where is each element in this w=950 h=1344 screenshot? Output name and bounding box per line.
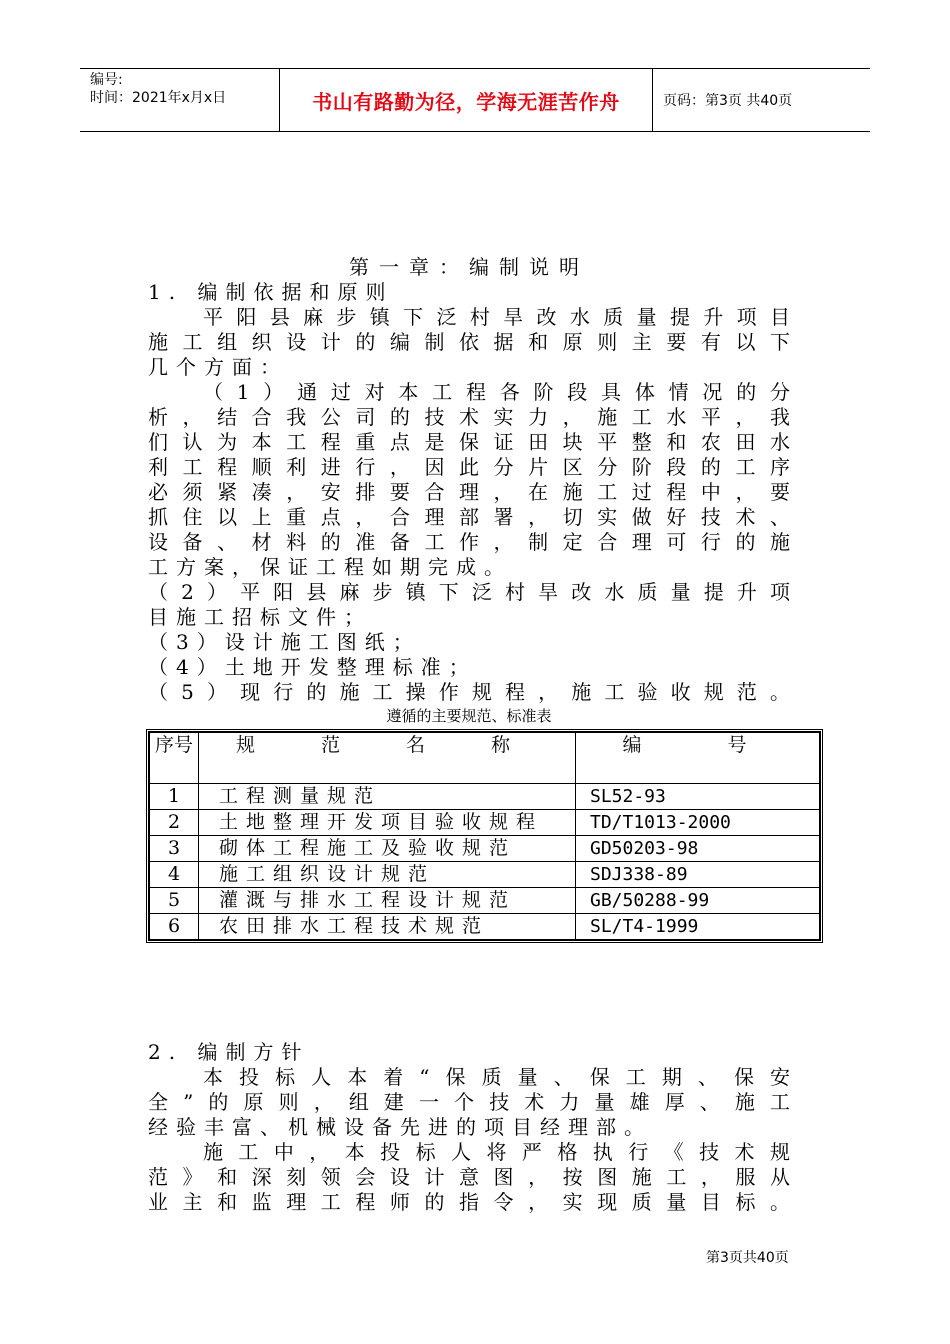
item1-line: 们认为本工程重点是保证田块平整和农田水	[148, 430, 790, 454]
table-header-row	[150, 733, 820, 784]
section1-para-line: 几个方面：	[148, 355, 288, 379]
table-row	[150, 784, 820, 810]
item3-line: （3）设计施工图纸；	[148, 630, 421, 654]
item1-line: 设备、材料的准备工作，制定合理可行的施	[148, 530, 790, 554]
cell-no: 3	[150, 836, 199, 862]
standards-table	[146, 729, 823, 943]
cell-name: 工程测量规范	[199, 784, 576, 810]
section1-para-line: 平阳县麻步镇下泛村旱改水质量提升项目	[203, 305, 790, 329]
header-name: 规 范 名 称	[199, 733, 576, 784]
section2-para2-line: 业主和监理工程师的指令，实现质量目标。	[148, 1190, 790, 1214]
cell-name: 灌溉与排水工程设计规范	[199, 888, 576, 914]
section1-heading: 1. 编制依据和原则	[148, 280, 394, 304]
cell-code: GD50203-98	[576, 836, 820, 862]
cell-code: SDJ338-89	[576, 862, 820, 888]
section2-para1-line: 经验丰富、机械设备先进的项目经理部。	[148, 1115, 652, 1139]
chapter-title: 第一章：编制说明	[349, 255, 589, 279]
table-row	[150, 914, 820, 940]
cell-name: 土地整理开发项目验收规程	[199, 810, 576, 836]
table-row	[150, 888, 820, 914]
section2-para1-line: 全”的原则，组建一个技术力量雄厚、施工	[148, 1090, 790, 1114]
page-header	[80, 68, 870, 132]
item1-line: 工方案，保证工程如期完成。	[148, 555, 512, 579]
cell-name: 农田排水工程技术规范	[199, 914, 576, 940]
item2-line: （2）平阳县麻步镇下泛村旱改水质量提升项	[148, 580, 790, 604]
cell-code: SL/T4-1999	[576, 914, 820, 940]
cell-no: 6	[150, 914, 199, 940]
header-no: 序号	[150, 733, 199, 784]
section2	[148, 1040, 790, 1215]
header-code: 编 号	[576, 733, 820, 784]
item1-line: （1）通过对本工程各阶段具体情况的分	[203, 380, 790, 404]
item1-line: 抓住以上重点，合理部署，切实做好技术、	[148, 505, 790, 529]
table-row	[150, 836, 820, 862]
cell-code: GB/50288-99	[576, 888, 820, 914]
header-motto: 书山有路勤为径，学海无涯苦作舟	[280, 69, 653, 131]
section2-para1-line: 本投标人本着“保质量、保工期、保安	[203, 1065, 790, 1089]
table-caption: 遵循的主要规范、标准表	[386, 707, 552, 725]
cell-code: SL52-93	[576, 784, 820, 810]
section2-para2-line: 施工中，本投标人将严格执行《技术规	[203, 1140, 790, 1164]
doc-number-label: 编号:	[90, 72, 123, 88]
section1-para-line: 施工组织设计的编制依据和原则主要有以下	[148, 330, 790, 354]
cell-no: 1	[150, 784, 199, 810]
item1-line: 必须紧凑，安排要合理，在施工过程中，要	[148, 480, 790, 504]
section2-heading: 2. 编制方针	[148, 1040, 310, 1064]
cell-name: 砌体工程施工及验收规范	[199, 836, 576, 862]
item1-line: 利工程顺利进行，因此分片区分阶段的工序	[148, 455, 790, 479]
cell-code: TD/T1013-2000	[576, 810, 820, 836]
table-row	[150, 810, 820, 836]
section2-para2-line: 范》和深刻领会设计意图，按图施工，服从	[148, 1165, 790, 1189]
cell-name: 施工组织设计规范	[199, 862, 576, 888]
item4-line: （4）土地开发整理标准；	[148, 655, 477, 679]
cell-no: 4	[150, 862, 199, 888]
item5-line: （5）现行的施工操作规程，施工验收规范。	[148, 680, 790, 704]
document-body	[148, 254, 790, 727]
header-page-info: 页码：第3页 共40页	[663, 93, 793, 109]
item2-line: 目施工招标文件；	[148, 605, 372, 629]
header-meta	[80, 69, 280, 131]
page-footer: 第3页共40页	[706, 1250, 789, 1266]
doc-time-label: 时间：2021年x月x日	[90, 90, 227, 106]
cell-no: 2	[150, 810, 199, 836]
item1-line: 析，结合我公司的技术实力，施工水平，我	[148, 405, 790, 429]
cell-no: 5	[150, 888, 199, 914]
table-row	[150, 862, 820, 888]
